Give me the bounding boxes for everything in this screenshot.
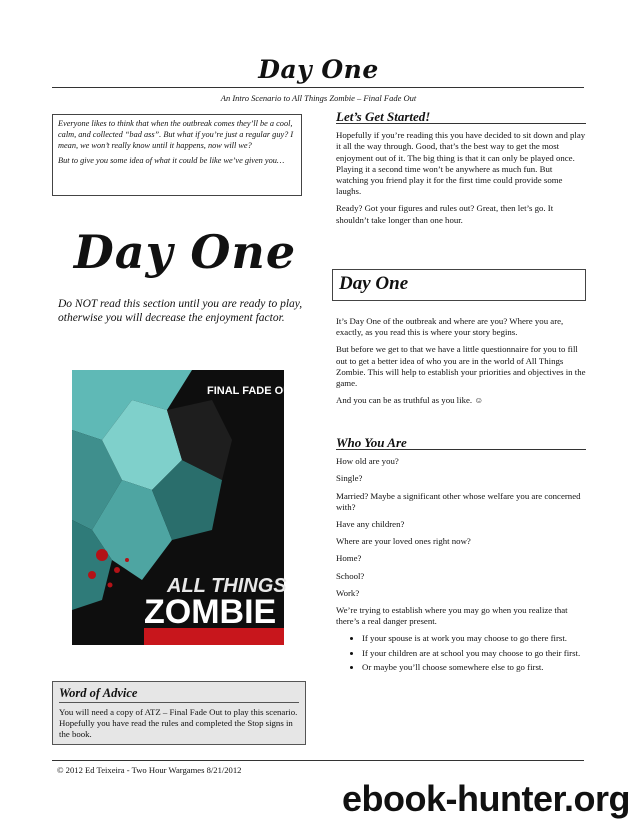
day-one-heading-box: Day One: [332, 269, 586, 301]
lets-get-started-section: [336, 111, 586, 232]
question: Have any children?: [336, 519, 405, 530]
who-you-are-section: [336, 437, 586, 676]
question: Where are your loved ones right now?: [336, 536, 471, 547]
list-item: • Or maybe you’ll choose somewhere else to go first.: [362, 662, 586, 673]
cover-top-text: FINAL FADE OUT: [207, 385, 298, 397]
advice-text: You will need a copy of ATZ – Final Fade Out to play this scenario. Hopefully you have read the rules and completed the Stop signs in the book.: [59, 707, 298, 739]
lets-get-started-p1: Hopefully if you’re reading this you have decided to sit down and play it all the way through. Good, that’s the best way to get the most enjoyment out of it. The big thing is that it can only be played once. Playing it a second time won’t be anywhere as much fun. But watching you friend play it for the first time could provide some laughs.: [336, 130, 586, 197]
page-subtitle: An Intro Scenario to All Things Zombie – Final Fade Out: [220, 93, 417, 103]
list-item: • If your children are at school you may choose to go their first.: [362, 648, 586, 659]
footer-copyright: © 2012 Ed Teixeira - Two Hour Wargames 8/21/2012: [57, 765, 242, 775]
question: We’re trying to establish where you may go when you realize that there’s a real danger present.: [336, 605, 568, 627]
footer-divider: [52, 760, 584, 761]
intro-paragraph-2: But to give you some idea of what it could be like we’ve given you…: [58, 156, 285, 165]
question: Single?: [336, 473, 363, 484]
day-one-section: [336, 316, 586, 412]
list-item: • If your spouse is at work you may choose to go there first.: [362, 633, 586, 644]
word-of-advice-box: [52, 681, 306, 745]
watermark: ebook-hunter.org: [342, 778, 630, 819]
advice-heading: Word of Advice: [59, 686, 299, 703]
intro-box: [52, 114, 302, 196]
question: School?: [336, 570, 365, 581]
title-divider: [52, 87, 584, 88]
day-one-p2: But before we get to that we have a little questionnaire for you to fill out to get a better idea of who you are in the world of All Things Zombie. This will help to establish your priorities and objectives in the game.: [336, 344, 586, 389]
big-day-one-title: Day One: [73, 225, 297, 279]
cover-logo-line2: ZOMBIE: [144, 593, 277, 631]
cover-image: [72, 370, 298, 645]
cover-logo-line1: ALL THINGS: [167, 575, 287, 597]
page-title: Day One: [258, 55, 379, 84]
lets-get-started-p2: Ready? Got your figures and rules out? Great, then let’s go. It shouldn’t take longer than one hour.: [336, 203, 554, 225]
question: Home?: [336, 553, 362, 564]
warning-note: Do NOT read this section until you are ready to play, otherwise you will decrease the enjoyment factor.: [58, 298, 303, 324]
lets-get-started-heading: Let’s Get Started!: [336, 111, 586, 124]
question: Married? Maybe a significant other whose welfare you are concerned with?: [336, 490, 581, 512]
cover-artwork: [72, 370, 298, 645]
intro-paragraph-1: Everyone likes to think that when the outbreak comes they’ll be a cool, calm, and collected “bad ass”. But what if you’re just a regular guy? I mean, we won’t really know until it happens, now will we?: [58, 119, 294, 150]
day-one-p1: It’s Day One of the outbreak and where are you? Where you are, exactly, as you read this is where your story begins.: [336, 316, 564, 338]
who-you-are-heading: Who You Are: [336, 437, 586, 450]
day-one-p3: And you can be as truthful as you like. ☺: [336, 395, 484, 406]
question: How old are you?: [336, 456, 399, 467]
question: Work?: [336, 587, 360, 598]
options-list: [336, 633, 586, 673]
